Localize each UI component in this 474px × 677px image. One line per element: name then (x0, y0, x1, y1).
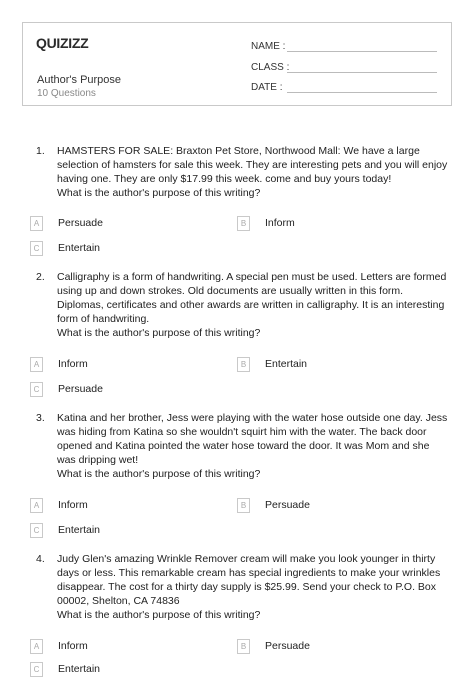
option-label: Persuade (265, 640, 310, 652)
question-3 (36, 411, 448, 481)
question-prompt: What is the author's purpose of this writing? (57, 327, 261, 339)
quizizz-logo: QUIZIZZ (36, 35, 89, 51)
question-prompt: What is the author's purpose of this writing? (57, 609, 261, 621)
option-label: Entertain (58, 663, 101, 675)
option-letter: C (30, 523, 43, 538)
question-number: 1. (36, 145, 45, 157)
option-letter: B (237, 357, 250, 372)
question-text: Judy Glen's amazing Wrinkle Remover cream will make you look younger in thirty days or less. This remarkable cream has special ingredients to make your wrinkles disappear. The cost for a thirty day supply is $25.99. Send your check to P.O. Box 00002, Shelton, CA 74836 (57, 553, 441, 607)
date-label: DATE : (251, 82, 283, 93)
date-field[interactable] (251, 82, 282, 93)
option-letter: C (30, 662, 43, 677)
option-label: Inform (58, 640, 88, 652)
option-label: Persuade (58, 383, 103, 395)
option-letter: A (30, 639, 43, 654)
name-field[interactable] (251, 41, 285, 52)
question-number: 2. (36, 271, 45, 283)
option-label: Inform (265, 217, 295, 229)
option-label: Inform (58, 499, 88, 511)
question-prompt: What is the author's purpose of this writing? (57, 468, 261, 480)
option-label: Inform (58, 358, 88, 370)
question-1 (36, 144, 448, 200)
question-4 (36, 552, 448, 622)
question-number: 3. (36, 412, 45, 424)
option-letter: B (237, 639, 250, 654)
option-letter: A (30, 498, 43, 513)
option-letter: C (30, 241, 43, 256)
question-number: 4. (36, 553, 45, 565)
question-prompt: What is the author's purpose of this writing? (57, 187, 261, 199)
class-field[interactable] (251, 62, 289, 73)
date-line (287, 92, 437, 93)
question-text: Calligraphy is a form of handwriting. A special pen must be used. Letters are formed using up and down strokes. Old documents are usually written in this form. Diplomas, certificates and other awards are written in calligraphy. It is an interesting form of handwriting. (57, 271, 447, 325)
option-label: Entertain (265, 358, 308, 370)
question-2 (36, 270, 448, 340)
option-label: Entertain (58, 242, 101, 254)
option-letter: B (237, 498, 250, 513)
name-line (287, 51, 437, 52)
option-label: Entertain (58, 524, 101, 536)
option-letter: B (237, 216, 250, 231)
question-text: HAMSTERS FOR SALE: Braxton Pet Store, Northwood Mall: We have a large selection of hamsters for sale this week. They are interesting pets and you will enjoy having one. They are only $17.99 this week. come and buy yours today! (57, 145, 448, 185)
option-label: Persuade (265, 499, 310, 511)
class-line (287, 72, 437, 73)
question-count: 10 Questions (37, 88, 96, 99)
class-label: CLASS : (251, 62, 290, 73)
worksheet-title: Author's Purpose (37, 74, 122, 86)
option-letter: C (30, 382, 43, 397)
name-label: NAME : (251, 41, 286, 52)
option-label: Persuade (58, 217, 103, 229)
option-letter: A (30, 357, 43, 372)
option-letter: A (30, 216, 43, 231)
question-text: Katina and her brother, Jess were playing with the water hose outside one day. Jess was hiding from Katina so she wouldn't squirt him with the water. The back door opened and Katina pointed the water hose toward the door. It was Mom and she was dripping wet! (57, 412, 448, 466)
